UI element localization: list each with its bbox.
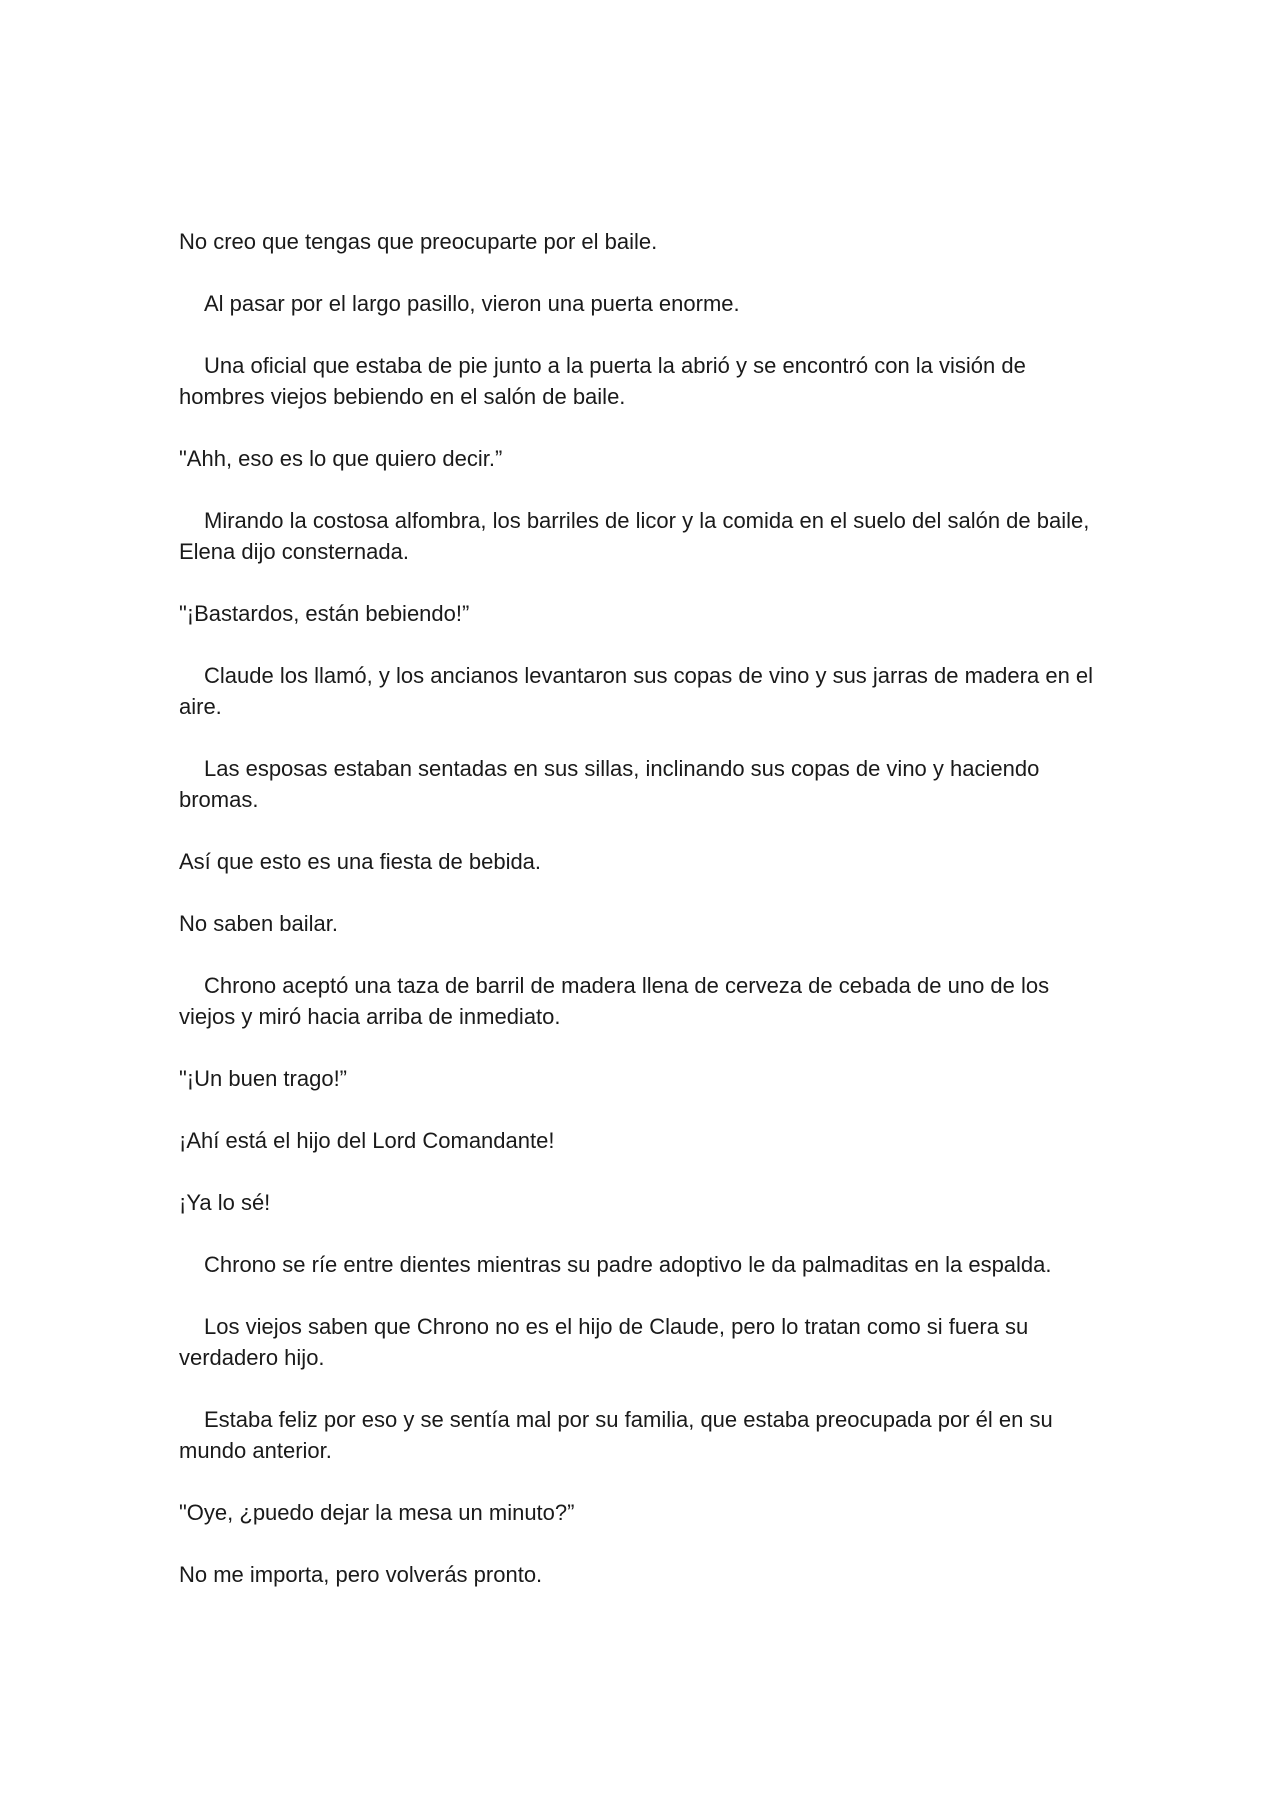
paragraph: "¡Un buen trago!” bbox=[179, 1066, 348, 1091]
paragraph: Las esposas estaban sentadas en sus sillas, inclinando sus copas de vino y haciendo bromas. bbox=[179, 756, 1040, 812]
paragraph: Así que esto es una fiesta de bebida. bbox=[179, 849, 542, 874]
paragraph: Estaba feliz por eso y se sentía mal por su familia, que estaba preocupada por él en su mundo anterior. bbox=[179, 1407, 1053, 1463]
paragraph: No creo que tengas que preocuparte por el baile. bbox=[179, 229, 658, 254]
paragraph: "Oye, ¿puedo dejar la mesa un minuto?” bbox=[179, 1500, 575, 1525]
paragraph: Los viejos saben que Chrono no es el hijo de Claude, pero lo tratan como si fuera su verdadero hijo. bbox=[179, 1314, 1029, 1370]
paragraph: Una oficial que estaba de pie junto a la puerta la abrió y se encontró con la visión de hombres viejos bebiendo en el salón de baile. bbox=[179, 353, 1026, 409]
paragraph: No me importa, pero volverás pronto. bbox=[179, 1562, 543, 1587]
paragraph: "Ahh, eso es lo que quiero decir.” bbox=[179, 446, 503, 471]
paragraph: "¡Bastardos, están bebiendo!” bbox=[179, 601, 470, 626]
paragraph: No saben bailar. bbox=[179, 911, 338, 936]
paragraph: ¡Ahí está el hijo del Lord Comandante! bbox=[179, 1128, 555, 1153]
paragraph: ¡Ya lo sé! bbox=[179, 1190, 271, 1215]
paragraph: Claude los llamó, y los ancianos levantaron sus copas de vino y sus jarras de madera en el aire. bbox=[179, 663, 1094, 719]
paragraph: Chrono aceptó una taza de barril de madera llena de cerveza de cebada de uno de los viejos y miró hacia arriba de inmediato. bbox=[179, 973, 1050, 1029]
paragraph: Al pasar por el largo pasillo, vieron una puerta enorme. bbox=[204, 291, 740, 316]
document-body bbox=[179, 226, 1109, 1621]
paragraph: Mirando la costosa alfombra, los barriles de licor y la comida en el suelo del salón de baile, Elena dijo consternada. bbox=[179, 508, 1090, 564]
paragraph: Chrono se ríe entre dientes mientras su padre adoptivo le da palmaditas en la espalda. bbox=[204, 1252, 1052, 1277]
